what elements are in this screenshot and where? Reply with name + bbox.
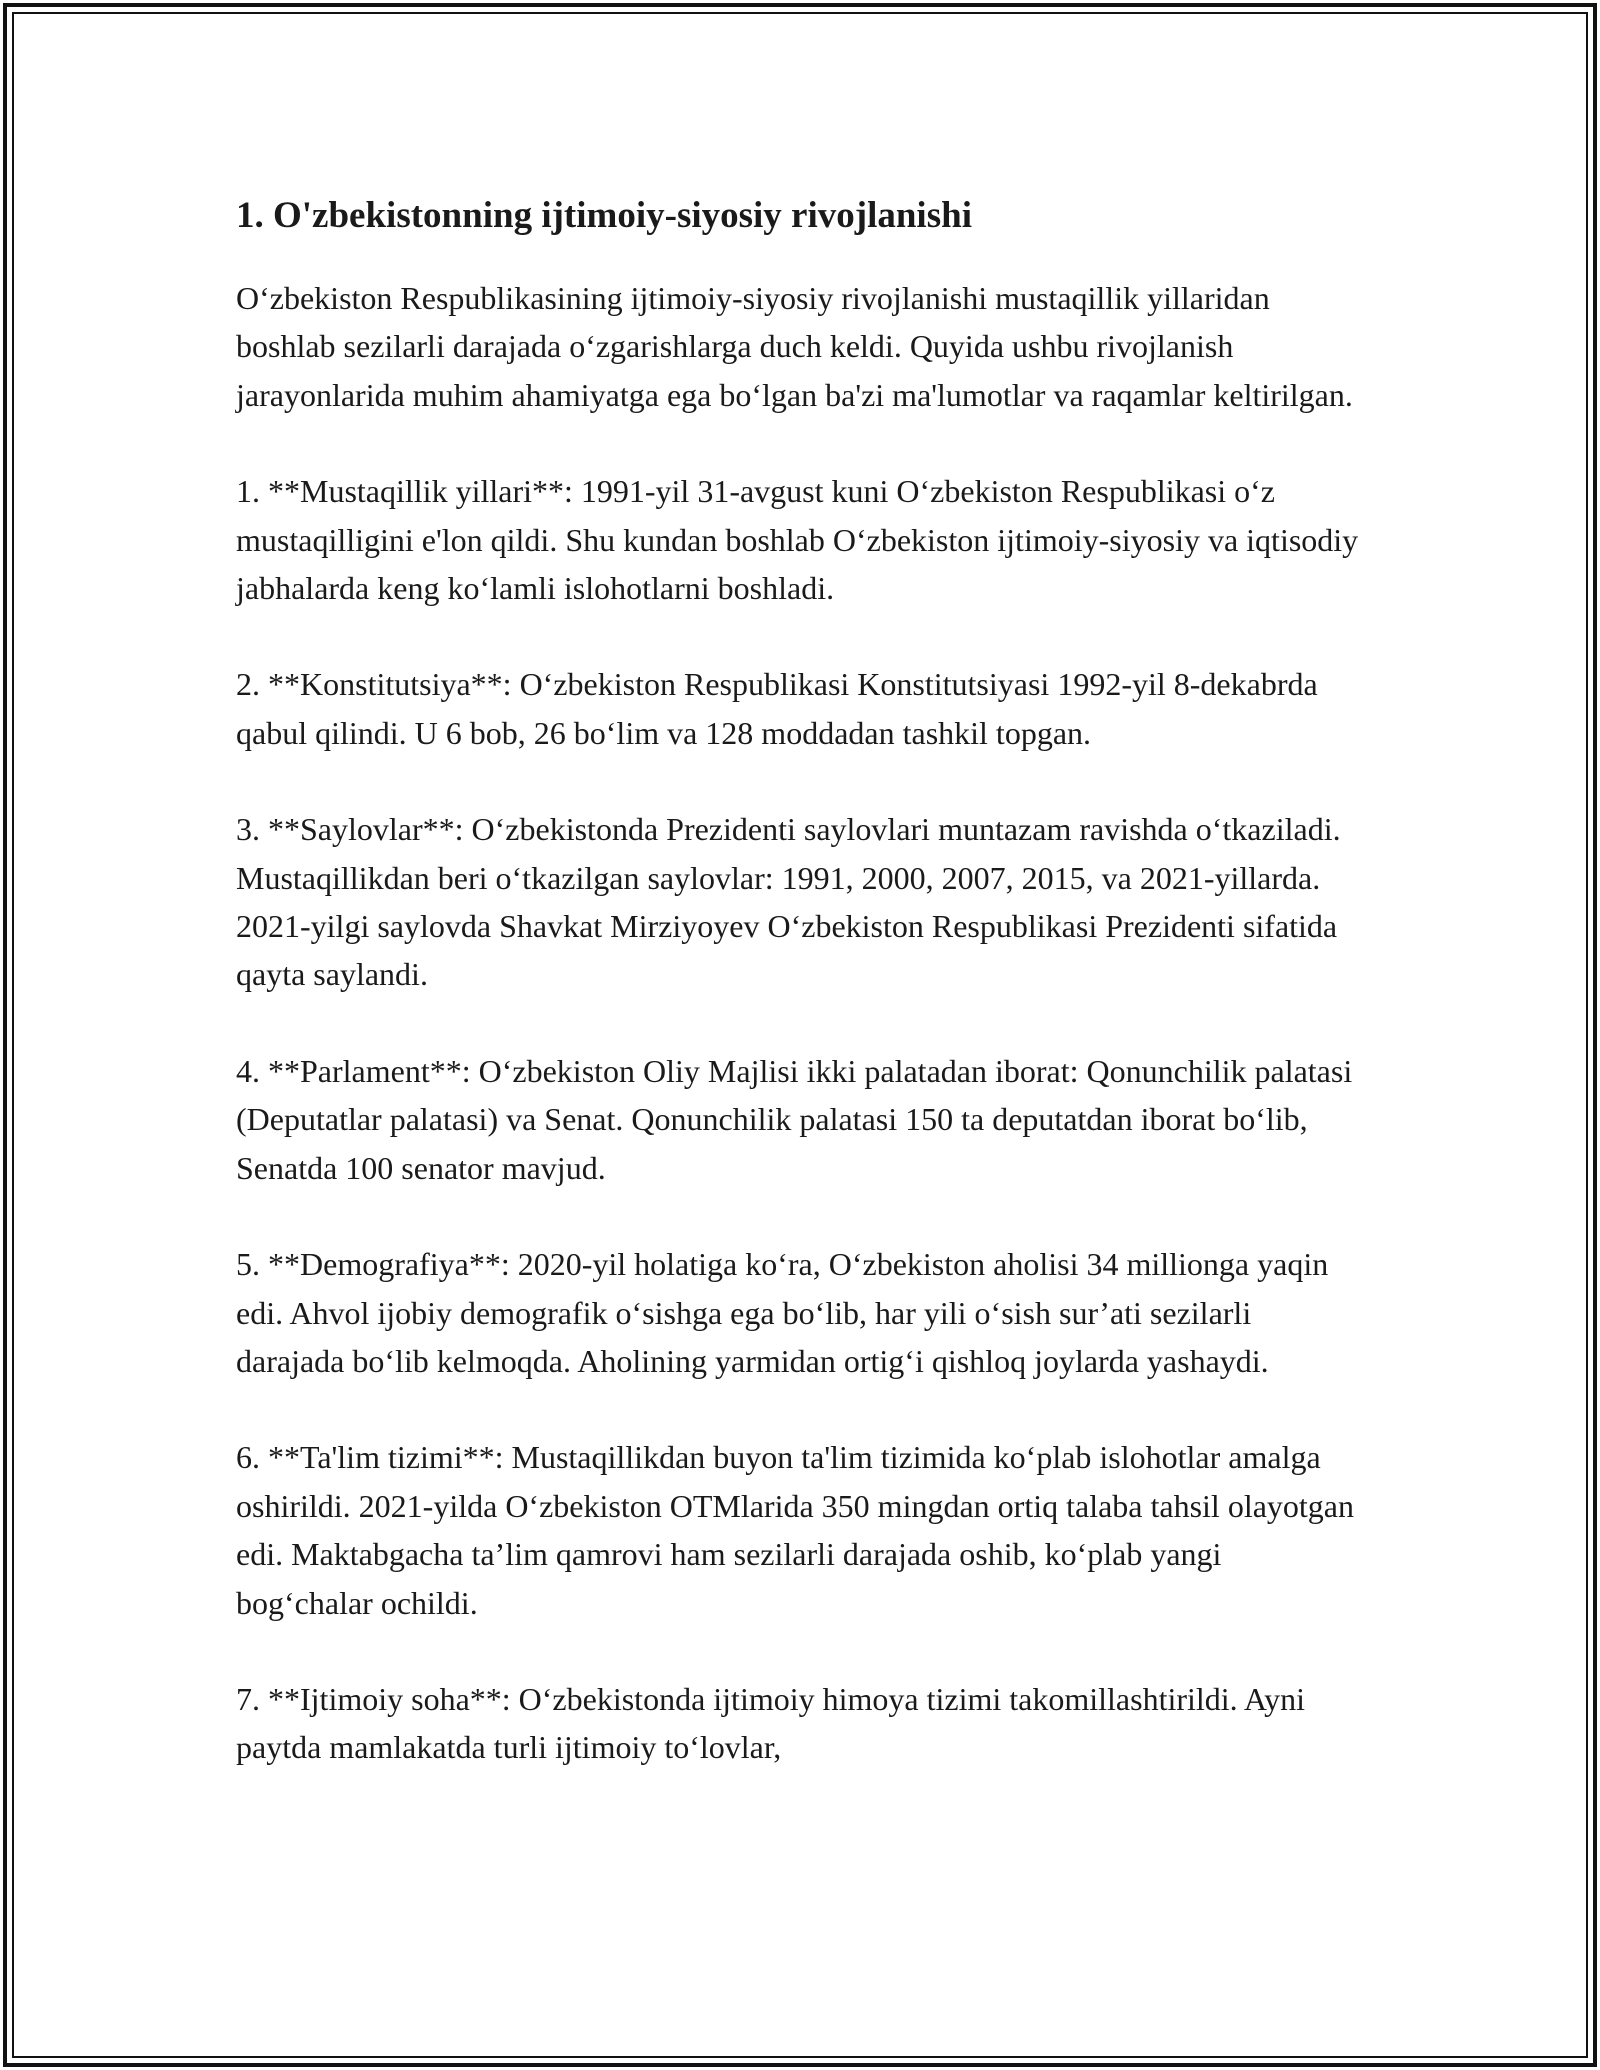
document-title: 1. O'zbekistonning ijtimoiy-siyosiy rivojlanishi — [236, 195, 972, 236]
list-item-elections: 3. **Saylovlar**: O‘zbekistonda Prezidenti saylovlari muntazam ravishda o‘tkaziladi. Mustaqillikdan beri o‘tkazilgan saylovlar: 1991, 2000, 2007, 2015, va 2021-yillarda. 2021-yilgi saylovda Shavkat Mirziyoyev O‘zbekiston Respublikasi Prezidenti sifatida qayta saylandi. — [236, 811, 1341, 993]
list-item-education: 6. **Ta'lim tizimi**: Mustaqillikdan buyon ta'lim tizimida ko‘plab islohotlar amalga oshirildi. 2021-yilda O‘zbekiston OTMlarida 350 mingdan ortiq talaba tahsil olayotgan edi. Maktabgacha ta’lim qamrovi ham sezilarli darajada oshib, ko‘plab yangi bog‘chalar ochildi. — [236, 1439, 1354, 1621]
list-item-independence: 1. **Mustaqillik yillari**: 1991-yil 31-avgust kuni O‘zbekiston Respublikasi o‘z mustaqilligini e'lon qildi. Shu kundan boshlab O‘zbekiston ijtimoiy-siyosiy va iqtisodiy jabhalarda keng ko‘lamli islohotlarni boshladi. — [236, 473, 1359, 607]
list-item-parliament: 4. **Parlament**: O‘zbekiston Oliy Majlisi ikki palatadan iborat: Qonunchilik palatasi (Deputatlar palatasi) va Senat. Qonunchilik palatasi 150 ta deputatdan iborat bo‘lib, Senatda 100 senator mavjud. — [236, 1052, 1353, 1186]
list-item-demography: 5. **Demografiya**: 2020-yil holatiga ko‘ra, O‘zbekiston aholisi 34 millionga yaqin edi. Ahvol ijobiy demografik o‘sishga ega bo‘lib, har yili o‘sish sur’ati sezilarli darajada bo‘lib kelmoqda. Aholining yarmidan ortig‘i qishloq joylarda yashaydi. — [236, 1246, 1329, 1379]
list-item-constitution: 2. **Konstitutsiya**: O‘zbekiston Respublikasi Konstitutsiyasi 1992-yil 8-dekabrda qabul qilindi. U 6 bob, 26 bo‘lim va 128 moddadan tashkil topgan. — [236, 666, 1318, 751]
intro-paragraph: O‘zbekiston Respublikasining ijtimoiy-siyosiy rivojlanishi mustaqillik yillaridan boshlab sezilarli darajada o‘zgarishlarga duch keldi. Quyida ushbu rivojlanish jarayonlarida muhim ahamiyatga ega bo‘lgan ba'zi ma'lumotlar va raqamlar keltirilgan. — [236, 280, 1353, 413]
list-item-social-sphere: 7. **Ijtimoiy soha**: O‘zbekistonda ijtimoiy himoya tizimi takomillashtirildi. Ayni paytda mamlakatda turli ijtimoiy to‘lovlar, — [236, 1680, 1305, 1766]
document-page — [236, 188, 1376, 1820]
